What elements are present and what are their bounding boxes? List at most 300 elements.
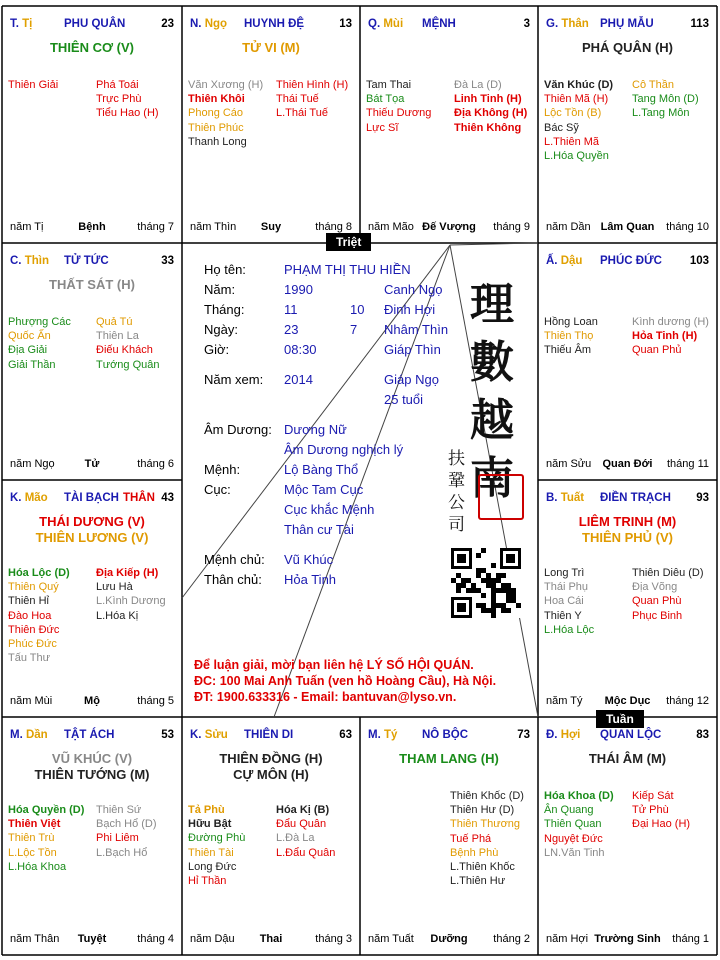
minor-star: Bát Tọa [366, 93, 405, 106]
qr-module [491, 588, 496, 593]
month-label: tháng 9 [493, 221, 530, 233]
palace-footer [190, 221, 352, 233]
minor-star: Đào Hoa [8, 609, 52, 622]
year-label: năm Hợi [546, 933, 589, 945]
qr-module [486, 608, 491, 613]
info-label: Cục: [204, 482, 231, 497]
than-marker: THÂN [122, 492, 155, 504]
palace-footer [10, 458, 174, 470]
palace-name: PHU QUÂN [64, 18, 126, 30]
qr-module [516, 603, 521, 608]
qr-module [481, 548, 486, 553]
heavenly-stem: Ấ. [546, 255, 558, 267]
palace-name: THIÊN DI [244, 729, 294, 741]
minor-star: Kình dương (H) [632, 316, 709, 328]
life-stage: Lâm Quan [600, 221, 655, 233]
palace-header [10, 729, 174, 741]
earthly-branch: Mùi [383, 18, 404, 30]
palace-number: 83 [696, 729, 709, 741]
qr-module [481, 568, 486, 573]
earthly-branch: Mão [24, 492, 48, 504]
calligraphy-char: 理 [470, 279, 514, 330]
year-label: năm Thìn [190, 221, 237, 233]
minor-star: Tả Phù [188, 804, 225, 816]
info-value: 2014 [284, 372, 313, 387]
stars-left-column [544, 315, 598, 358]
minor-star: Tướng Quân [96, 358, 160, 371]
minor-star: Tang Môn (D) [632, 93, 699, 106]
stars-left-column [366, 78, 431, 135]
qr-module [456, 573, 461, 578]
main-star: CỰ MÔN (H) [233, 767, 309, 782]
minor-star: Thiếu Dương [366, 107, 432, 120]
palace-cell-ngo [182, 6, 360, 243]
qr-module [491, 563, 496, 568]
calligraphy-char: 數 [470, 337, 514, 388]
minor-star: Thiên La [96, 330, 139, 343]
month-label: tháng 11 [666, 458, 709, 470]
minor-star: Thiên Phúc [188, 121, 244, 134]
palace-name: TÀI BẠCH THÂN [64, 492, 155, 504]
minor-star: L.Hóa Lộc [544, 623, 595, 636]
minor-star: L.Đẩu Quân [276, 846, 336, 859]
qr-module [457, 603, 466, 612]
palace-name: ĐIỀN TRẠCH [600, 492, 671, 504]
minor-star: L.Thiên Hư [450, 875, 506, 888]
minor-star: L.Lộc Tồn [8, 846, 57, 859]
minor-star: Tiểu Hao (H) [96, 107, 159, 120]
minor-star: Giải Thần [8, 358, 56, 371]
heavenly-stem: M. [10, 729, 23, 741]
info-label: Ngày: [204, 322, 238, 337]
palace-name: NÔ BỘC [422, 729, 468, 741]
month-label: tháng 4 [137, 933, 174, 945]
palace-name: QUAN LỘC [600, 729, 662, 741]
qr-module [456, 588, 461, 593]
minor-star: Thiên Thọ [544, 330, 594, 343]
minor-star: Thiên Không [454, 121, 522, 134]
palace-cell-mui [360, 6, 538, 243]
minor-star: Hỉ Thần [188, 875, 227, 888]
minor-star: Thiên Khôi [188, 93, 245, 106]
year-label: năm Dần [546, 221, 591, 233]
minor-star: Điếu Khách [96, 344, 153, 357]
minor-star: Đường Phù [188, 832, 246, 845]
minor-star: Phá Toái [96, 79, 139, 91]
minor-star: Tuế Phá [450, 832, 492, 845]
qr-module [496, 603, 501, 608]
minor-star: Hóa Lộc (D) [8, 567, 70, 579]
stars-left-column [8, 566, 70, 665]
qr-module [476, 588, 481, 593]
minor-star: Long Trì [544, 567, 585, 579]
qr-module [481, 603, 486, 608]
life-stage: Đế Vượng [422, 221, 476, 233]
stars-right-column [96, 315, 160, 372]
stars-left-column [8, 803, 84, 874]
minor-star: Địa Không (H) [454, 107, 528, 120]
year-label: năm Ngọ [10, 458, 55, 470]
minor-star: Đẩu Quân [276, 818, 327, 831]
earthly-branch: Tị [22, 18, 33, 30]
palace-name: MỆNH [422, 18, 456, 30]
minor-star: Ân Quang [544, 804, 594, 817]
minor-star: Hỏa Tinh (H) [632, 330, 698, 343]
heavenly-stem: Đ. [546, 729, 558, 741]
contact-line-1: Để luận giải, mời bạn liên hệ LÝ SỐ HỘI QUÁN. [194, 658, 474, 672]
palace-cell-thin [2, 243, 182, 480]
minor-star: Thiên Diêu (D) [632, 567, 704, 579]
earthly-branch: Tý [383, 729, 398, 741]
minor-star: Hóa Kị (B) [276, 804, 330, 816]
month-label: tháng 3 [315, 933, 352, 945]
info-label: Tháng: [204, 302, 245, 317]
info-value: Cục khắc Mệnh [284, 502, 375, 517]
heavenly-stem: T. [10, 18, 19, 30]
heavenly-stem: M. [368, 729, 381, 741]
earthly-branch: Ngọ [204, 18, 228, 30]
qr-module [451, 578, 456, 583]
seal-char: 扶 [448, 449, 465, 469]
minor-star: Địa Võng [632, 581, 678, 594]
qr-module [496, 578, 501, 583]
can-chi-value: Giáp Ngọ [384, 372, 439, 387]
info-value: 11 [284, 302, 298, 317]
palace-number: 3 [523, 18, 530, 30]
life-stage: Trường Sinh [594, 933, 661, 945]
qr-module [506, 593, 511, 598]
minor-star: Tử Phù [632, 804, 669, 817]
month-label: tháng 1 [672, 933, 709, 945]
palace-number: 23 [161, 18, 174, 30]
info-label: Mệnh: [204, 462, 241, 477]
palace-footer [368, 933, 530, 945]
minor-star: Thiên Mã (H) [544, 93, 609, 106]
minor-star: Kiếp Sát [632, 790, 674, 802]
heavenly-stem: Q. [368, 18, 381, 30]
month-label: tháng 6 [137, 458, 174, 470]
info-label: Thân chủ: [204, 572, 262, 587]
minor-star: L.Thiên Khốc [450, 861, 515, 874]
palace-footer [190, 933, 352, 945]
qr-module [456, 583, 461, 588]
palace-header [546, 729, 709, 741]
palace-name: PHÚC ĐỨC [600, 255, 662, 267]
info-label: Họ tên: [204, 262, 246, 277]
minor-star: Phục Binh [632, 609, 683, 622]
palace-header [546, 255, 709, 267]
qr-module [491, 603, 496, 608]
qr-module [486, 573, 491, 578]
minor-star: L.Thái Tuế [276, 107, 328, 120]
qr-module [457, 554, 466, 563]
palace-number: 93 [696, 492, 709, 504]
month-label: tháng 5 [137, 695, 174, 707]
minor-star: Quốc Ấn [8, 330, 51, 343]
qr-module [476, 553, 481, 558]
palace-footer [546, 221, 709, 233]
minor-star: L.Bạch Hổ [96, 846, 148, 859]
minor-star: Trực Phù [96, 93, 142, 106]
info-value: Âm Dương nghịch lý [284, 442, 404, 457]
palace-footer [10, 221, 174, 233]
minor-star: Hóa Quyền (D) [8, 804, 85, 816]
palace-cell-dau [538, 243, 717, 480]
info-value: Dương Nữ [284, 422, 347, 437]
minor-star: Quan Phù [632, 595, 682, 608]
calligraphy-char: 越 [470, 395, 514, 446]
main-star: THẤT SÁT (H) [49, 277, 135, 292]
minor-star: Hóa Khoa (D) [544, 790, 614, 802]
life-stage: Bệnh [78, 221, 106, 233]
minor-star: Tấu Thư [8, 652, 51, 665]
palace-footer [546, 458, 709, 470]
life-stage: Mộ [84, 695, 100, 707]
palace-header [10, 492, 174, 504]
stars-right-column [632, 315, 709, 358]
red-seal-stamp [478, 474, 524, 520]
lunar-value: 10 [350, 302, 365, 317]
qr-module [481, 578, 486, 583]
life-stage: Tử [84, 458, 100, 470]
life-stage: Mộc Dục [604, 695, 651, 707]
month-label: tháng 10 [666, 221, 709, 233]
info-value: 08:30 [284, 342, 317, 357]
palace-header [368, 729, 530, 741]
seal-char: 公 [448, 493, 465, 513]
qr-module [491, 608, 496, 613]
palace-cell-suu [182, 717, 360, 955]
palace-header [10, 18, 174, 30]
contact-line-2: ĐC: 100 Mai Anh Tuấn (ven hồ Hoàng Cầu), Hà Nội. [194, 674, 497, 688]
qr-module [506, 598, 511, 603]
minor-star: Hồng Loan [544, 316, 598, 328]
stars-right-column [450, 789, 524, 888]
qr-module [511, 598, 516, 603]
palace-name: PHỤ MẪU [600, 18, 654, 30]
month-label: tháng 7 [137, 221, 174, 233]
can-chi-value: 25 tuổi [384, 392, 424, 407]
minor-star: Quả Tú [96, 316, 133, 328]
main-star: TỬ VI (M) [242, 40, 300, 55]
can-chi-value: Giáp Thìn [384, 342, 441, 357]
qr-module [506, 583, 511, 588]
can-chi-value: Canh Ngọ [384, 282, 443, 297]
qr-module [491, 583, 496, 588]
main-star: THIÊN CƠ (V) [49, 40, 135, 55]
qr-module [461, 578, 466, 583]
palace-cell-dan [2, 717, 182, 955]
info-label: Mệnh chủ: [204, 552, 265, 567]
info-value: Lộ Bàng Thổ [284, 462, 359, 477]
minor-star: Hữu Bật [188, 818, 232, 831]
minor-star: L.Tang Môn [632, 107, 690, 120]
minor-star: Thiên Y [544, 609, 582, 622]
minor-star: Quan Phủ [632, 344, 682, 357]
main-star: THIÊN ĐỒNG (H) [219, 751, 323, 766]
year-label: năm Thân [10, 933, 60, 945]
year-label: năm Tuất [368, 933, 414, 945]
info-value: Vũ Khúc [284, 552, 334, 567]
stars-right-column [276, 78, 348, 121]
info-label: Âm Dương: [204, 422, 272, 437]
palace-header [190, 18, 352, 30]
palace-number: 13 [339, 18, 352, 30]
stars-left-column [544, 566, 594, 637]
palace-cell-ti [2, 6, 182, 243]
qr-module [491, 578, 496, 583]
minor-star: Đà La (D) [454, 79, 502, 91]
stars-left-column [188, 78, 263, 149]
qr-module [501, 588, 506, 593]
info-value: PHẠM THỊ THU HIỀN [284, 262, 411, 277]
qr-module [471, 583, 476, 588]
main-star: THIÊN TƯỚNG (M) [34, 767, 150, 782]
minor-star: Lưu Hà [96, 581, 133, 594]
stars-right-column [632, 789, 690, 832]
calligraphy-char: 南 [470, 453, 514, 504]
minor-star: L.Đà La [276, 832, 315, 845]
minor-star: Thái Phụ [544, 581, 589, 594]
minor-star: Thiên Hình (H) [276, 79, 349, 91]
triet-marker: Triệt [326, 233, 371, 251]
minor-star: Thiên Giải [8, 79, 59, 91]
year-label: năm Tị [10, 221, 44, 233]
qr-module [491, 613, 496, 618]
info-label: Năm: [204, 282, 236, 297]
minor-star: Thiên Tài [188, 846, 234, 859]
minor-star: L.Hóa Khoa [8, 860, 67, 873]
palace-cell-mao [2, 480, 182, 717]
minor-star: L.Hóa Kị [96, 609, 139, 622]
stars-right-column [96, 78, 159, 121]
qr-module [476, 568, 481, 573]
heavenly-stem: K. [190, 729, 202, 741]
qr-module [476, 573, 481, 578]
earthly-branch: Tuất [560, 492, 585, 504]
minor-star: Long Đức [188, 860, 237, 873]
minor-star: Thái Tuế [276, 93, 319, 106]
palace-number: 73 [517, 729, 530, 741]
minor-star: Thiếu Âm [544, 344, 592, 357]
minor-star: Địa Kiếp (H) [96, 567, 159, 579]
minor-star: Thiên Sứ [96, 804, 142, 816]
heavenly-stem: B. [546, 492, 558, 504]
stars-left-column [188, 803, 245, 888]
main-star: THIÊN PHỦ (V) [582, 530, 673, 545]
minor-star: Tam Thai [366, 79, 412, 91]
main-star: THIÊN LƯƠNG (V) [35, 530, 149, 545]
minor-star: Thiên Hư (D) [450, 804, 515, 817]
palace-cell-hoi [538, 717, 717, 955]
tuan-marker: Tuần [596, 710, 644, 728]
palace-number: 43 [161, 492, 174, 504]
qr-module [476, 603, 481, 608]
minor-star: Thiên Việt [8, 818, 61, 831]
life-stage: Suy [260, 221, 282, 233]
qr-module [491, 598, 496, 603]
palace-number: 103 [689, 255, 709, 267]
minor-star: L.Hóa Quyền [544, 150, 609, 163]
heavenly-stem: K. [10, 492, 22, 504]
year-label: năm Dậu [190, 933, 235, 945]
qr-module [471, 588, 476, 593]
qr-module [501, 583, 506, 588]
life-stage: Thai [259, 933, 283, 945]
qr-module [501, 573, 506, 578]
qr-module [486, 583, 491, 588]
month-label: tháng 12 [666, 695, 709, 707]
minor-star: Thiên Quý [8, 581, 59, 594]
qr-module [506, 608, 511, 613]
earthly-branch: Thìn [24, 255, 49, 267]
minor-star: L.Thiên Mã [544, 135, 600, 148]
minor-star: Văn Xương (H) [188, 79, 264, 91]
qr-module [496, 573, 501, 578]
earthly-branch: Sửu [204, 729, 228, 741]
minor-star: Phúc Đức [8, 638, 57, 651]
palace-name: TẬT ÁCH [64, 729, 115, 741]
palace-name: TỬ TỨC [64, 255, 109, 267]
qr-module [486, 578, 491, 583]
stars-right-column [632, 566, 704, 623]
minor-star: Thiên Thương [450, 818, 521, 831]
heavenly-stem: G. [546, 18, 559, 30]
minor-star: Lực Sĩ [366, 121, 399, 134]
minor-star: LN.Văn Tinh [544, 846, 605, 859]
palace-header [368, 18, 530, 30]
palace-footer [546, 695, 709, 707]
minor-star: Thiên Trù [8, 832, 55, 845]
palace-cell-ty [360, 717, 538, 955]
year-label: năm Mùi [10, 695, 53, 707]
palace-header [546, 492, 709, 504]
month-label: tháng 2 [493, 933, 530, 945]
palace-header [546, 18, 709, 30]
minor-star: Thiên Quan [544, 818, 602, 831]
info-label: Năm xem: [204, 372, 264, 387]
minor-star: Hoa Cái [544, 595, 584, 608]
qr-code [451, 548, 521, 618]
can-chi-value: Đinh Hợi [384, 302, 436, 317]
minor-star: Thiên Hỉ [8, 595, 49, 608]
minor-star: Linh Tinh (H) [454, 93, 522, 106]
minor-star: Thiên Khốc (D) [450, 790, 524, 802]
seal-char: 司 [448, 515, 465, 535]
palace-header [10, 255, 174, 267]
palace-number: 63 [339, 729, 352, 741]
can-chi-value: Nhâm Thìn [384, 322, 449, 337]
stars-left-column [8, 78, 58, 92]
qr-module [506, 554, 515, 563]
qr-module [481, 593, 486, 598]
qr-module [496, 588, 501, 593]
qr-module [481, 608, 486, 613]
minor-star: Lộc Tồn (B) [544, 107, 602, 120]
qr-module [501, 608, 506, 613]
minor-star: L.Kình Dương [96, 595, 166, 608]
palace-footer [10, 695, 174, 707]
minor-star: Bạch Hổ (D) [96, 818, 157, 831]
qr-module [506, 588, 511, 593]
palace-footer [368, 221, 530, 233]
stars-right-column [96, 566, 166, 623]
month-label: tháng 8 [315, 221, 352, 233]
contact-line-3: ĐT: 1900.633316 - Email: bantuvan@lyso.vn. [194, 690, 457, 704]
stars-right-column [276, 803, 335, 860]
heavenly-stem: C. [10, 255, 22, 267]
palace-name: HUYNH ĐỆ [244, 18, 305, 30]
